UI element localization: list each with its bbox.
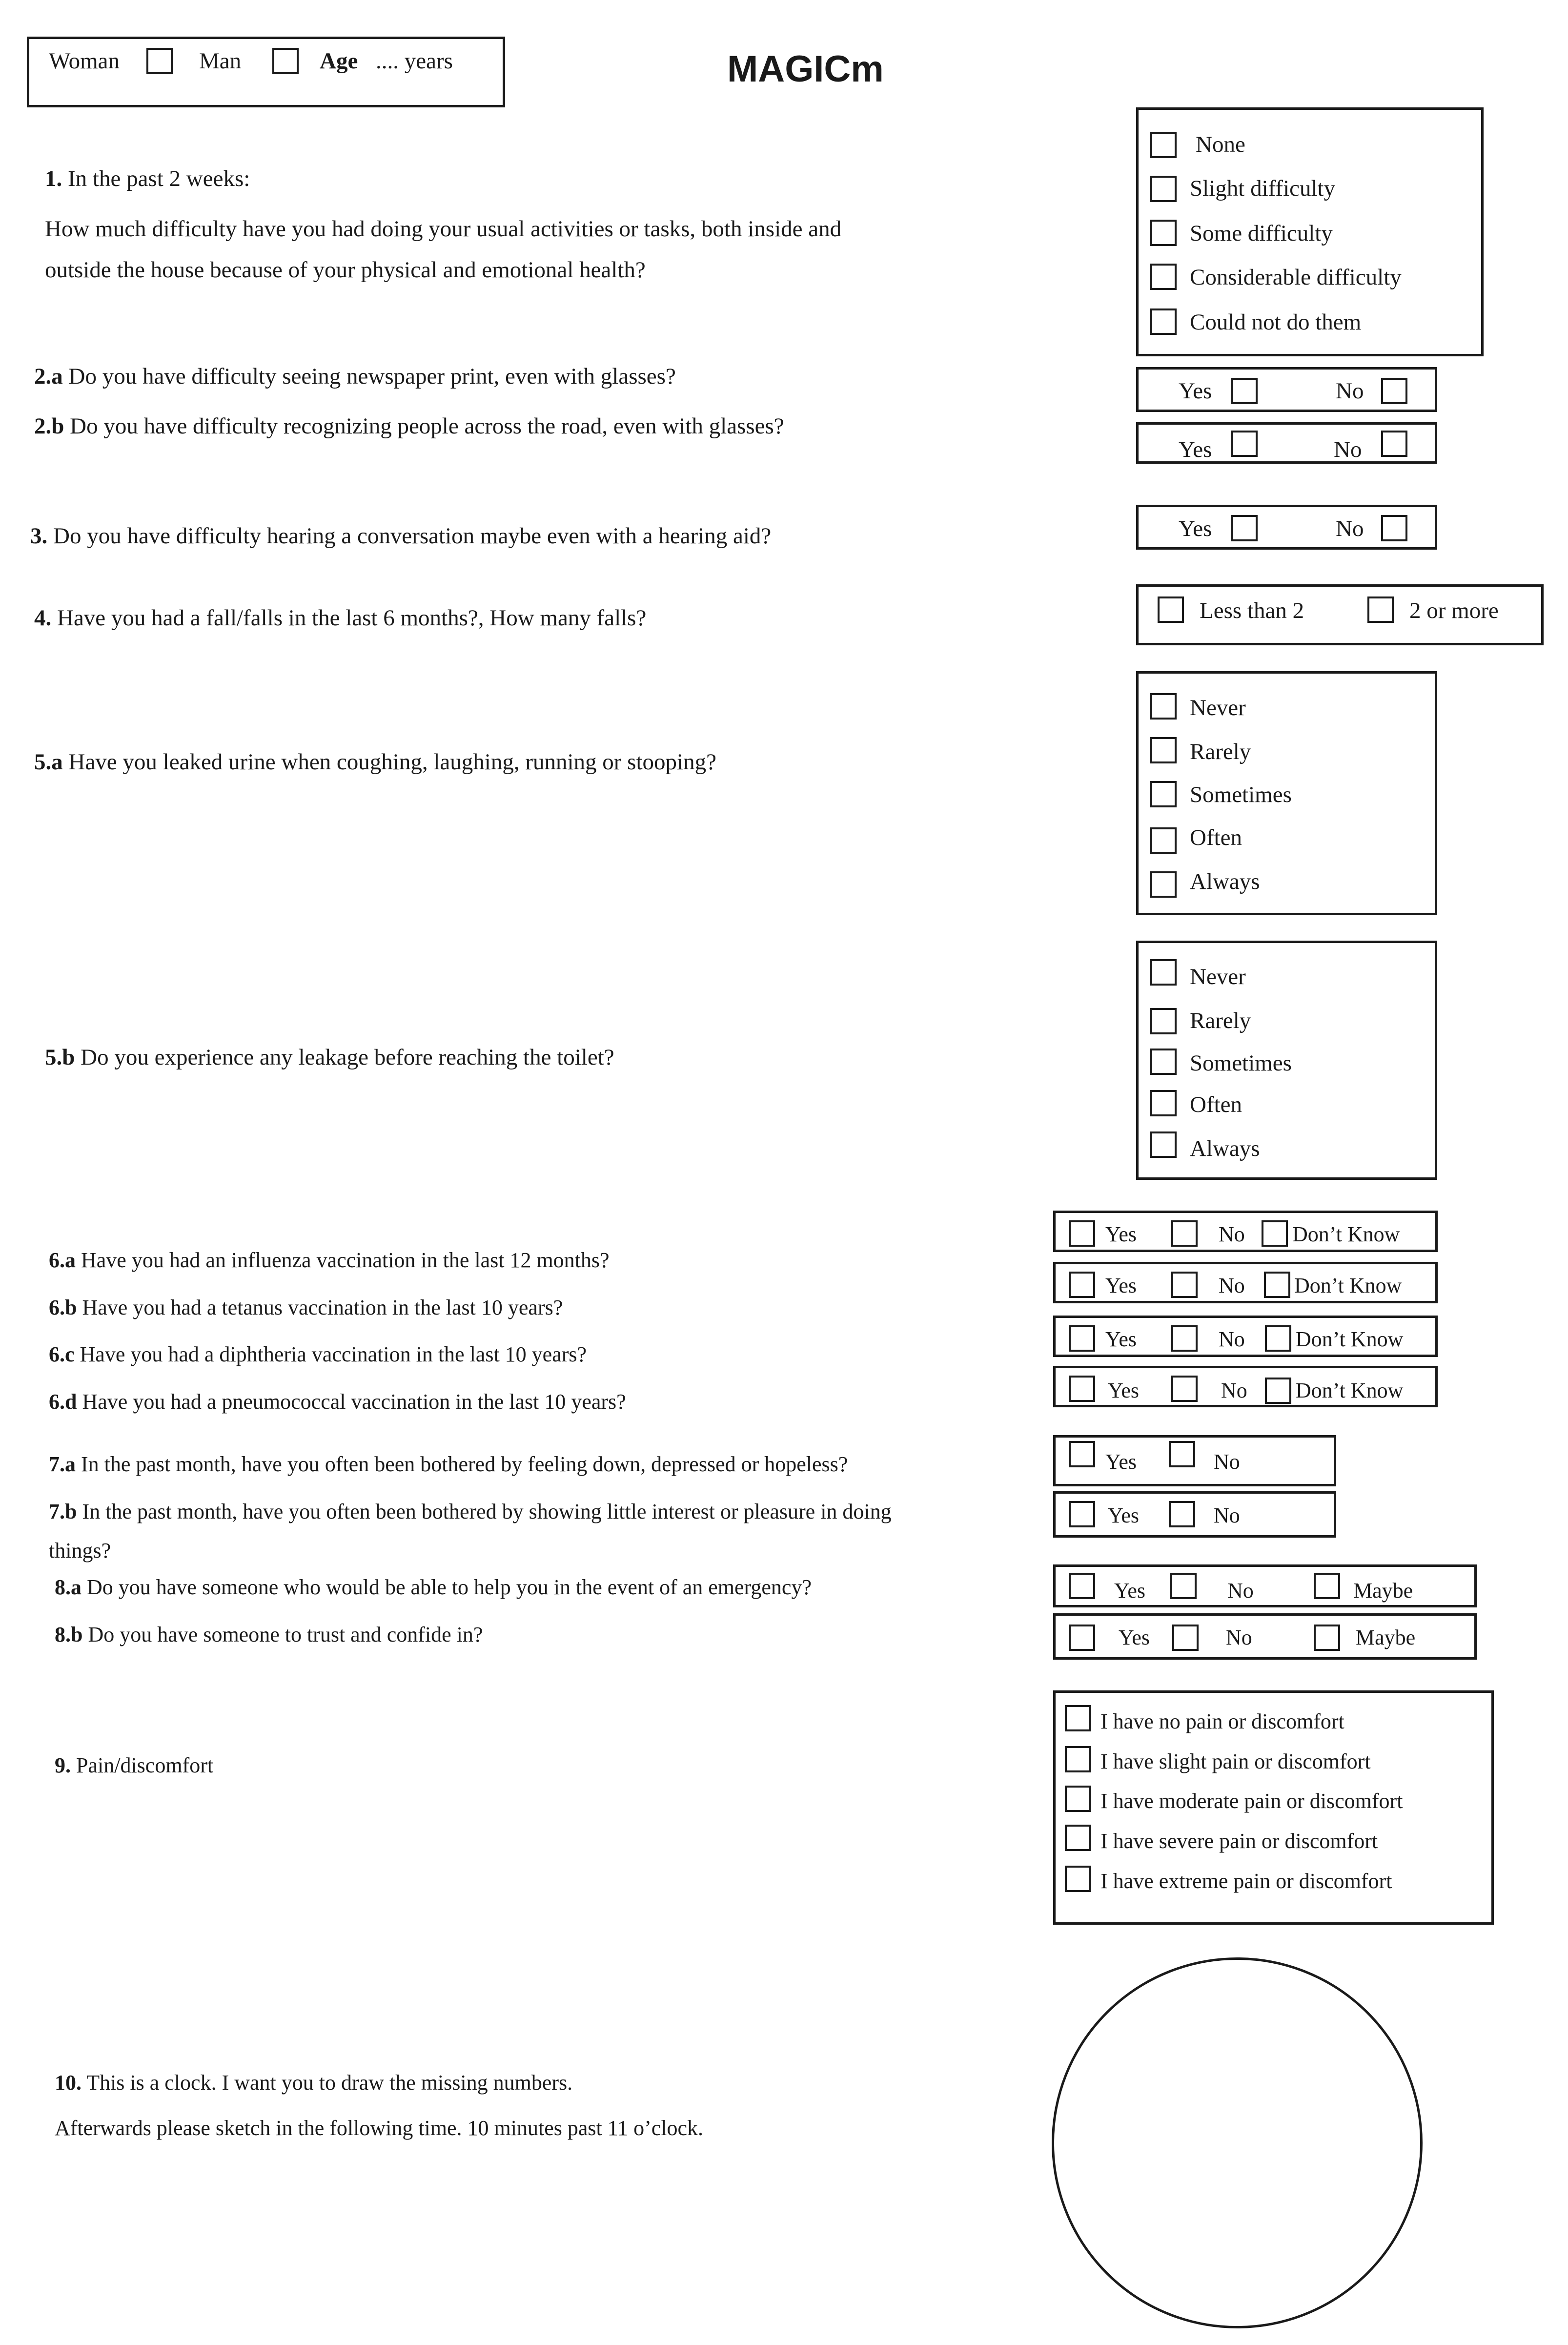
q1-line2: outside the house because of your physical and emotional health? xyxy=(45,257,646,283)
form-title: MAGICm xyxy=(727,48,884,90)
q6b-yes-checkbox[interactable] xyxy=(1069,1272,1095,1298)
q6d-dont-know-label: Don’t Know xyxy=(1296,1378,1404,1402)
q4-less-than-2-label: Less than 2 xyxy=(1200,598,1304,623)
q8a-yes-checkbox[interactable] xyxy=(1069,1573,1095,1599)
woman-checkbox[interactable] xyxy=(146,48,173,74)
q4-less-than-2-checkbox[interactable] xyxy=(1158,597,1184,623)
q5b-option-label: Always xyxy=(1190,1136,1260,1161)
q1-could-not-checkbox[interactable] xyxy=(1150,309,1177,335)
q3-yes-checkbox[interactable] xyxy=(1231,515,1258,541)
q9-option-label: I have extreme pain or discomfort xyxy=(1100,1869,1392,1893)
man-checkbox[interactable] xyxy=(272,48,299,74)
q5b-option-label: Often xyxy=(1190,1092,1242,1117)
q5b-always-checkbox[interactable] xyxy=(1150,1131,1177,1158)
q2b-yes-checkbox[interactable] xyxy=(1231,431,1258,457)
q5b-text: 5.b Do you experience any leakage before reaching the toilet? xyxy=(45,1045,614,1070)
q5a-always-checkbox[interactable] xyxy=(1150,871,1177,898)
q5a-text: 5.a Have you leaked urine when coughing, laughing, running or stooping? xyxy=(34,749,716,775)
q5b-rarely-checkbox[interactable] xyxy=(1150,1008,1177,1034)
q8a-no-label: No xyxy=(1227,1579,1254,1603)
q5b-option-label: Sometimes xyxy=(1190,1050,1292,1076)
q9-text: 9. Pain/discomfort xyxy=(55,1753,214,1777)
q8b-maybe-label: Maybe xyxy=(1356,1625,1416,1649)
q6b-no-label: No xyxy=(1219,1274,1245,1297)
q1-option-label: Some difficulty xyxy=(1190,221,1333,246)
q6a-no-label: No xyxy=(1219,1222,1245,1246)
q8b-maybe-checkbox[interactable] xyxy=(1314,1625,1340,1651)
q1-option-label: Could not do them xyxy=(1190,309,1362,335)
q8a-no-checkbox[interactable] xyxy=(1170,1573,1197,1599)
q6c-dont-know-checkbox[interactable] xyxy=(1265,1325,1291,1352)
q6c-dont-know-label: Don’t Know xyxy=(1296,1327,1404,1351)
q9-moderate-pain-checkbox[interactable] xyxy=(1065,1786,1091,1812)
q6d-no-checkbox[interactable] xyxy=(1171,1376,1198,1402)
q6a-yes-label: Yes xyxy=(1105,1222,1137,1246)
q3-yes-label: Yes xyxy=(1179,516,1212,541)
q2b-yes-label: Yes xyxy=(1179,437,1212,462)
q4-2-or-more-label: 2 or more xyxy=(1409,598,1499,623)
q5b-often-checkbox[interactable] xyxy=(1150,1090,1177,1116)
q4-2-or-more-checkbox[interactable] xyxy=(1367,597,1394,623)
q5a-never-checkbox[interactable] xyxy=(1150,693,1177,720)
q9-no-pain-checkbox[interactable] xyxy=(1065,1705,1091,1731)
q5a-option-label: Always xyxy=(1190,869,1260,894)
q6a-no-checkbox[interactable] xyxy=(1171,1220,1198,1247)
q7a-yes-checkbox[interactable] xyxy=(1069,1441,1095,1467)
q7b-no-label: No xyxy=(1214,1503,1240,1527)
q5a-option-label: Rarely xyxy=(1190,739,1251,764)
q8b-text: 8.b Do you have someone to trust and confide in? xyxy=(55,1623,483,1646)
q6d-dont-know-checkbox[interactable] xyxy=(1265,1378,1291,1404)
q5a-often-checkbox[interactable] xyxy=(1150,827,1177,854)
q8a-maybe-label: Maybe xyxy=(1353,1579,1413,1603)
q2a-text: 2.a Do you have difficulty seeing newspaper print, even with glasses? xyxy=(34,364,676,389)
q3-no-label: No xyxy=(1336,516,1364,541)
q6a-dont-know-label: Don’t Know xyxy=(1292,1222,1400,1246)
q9-option-label: I have no pain or discomfort xyxy=(1100,1709,1344,1733)
q6b-no-checkbox[interactable] xyxy=(1171,1272,1198,1298)
q8b-yes-checkbox[interactable] xyxy=(1069,1625,1095,1651)
man-label: Man xyxy=(199,48,242,74)
q6a-dont-know-checkbox[interactable] xyxy=(1262,1220,1288,1247)
q9-option-label: I have moderate pain or discomfort xyxy=(1100,1789,1403,1813)
q6d-yes-label: Yes xyxy=(1108,1378,1140,1402)
q7b-no-checkbox[interactable] xyxy=(1169,1501,1195,1527)
q6b-dont-know-label: Don’t Know xyxy=(1294,1274,1402,1297)
q1-considerable-checkbox[interactable] xyxy=(1150,264,1177,290)
q6c-text: 6.c Have you had a diphtheria vaccination in the last 10 years? xyxy=(49,1342,587,1366)
q5a-option-label: Often xyxy=(1190,825,1242,850)
q2b-text: 2.b Do you have difficulty recognizing people across the road, even with glasses? xyxy=(34,413,784,439)
q5a-option-label: Never xyxy=(1190,695,1246,720)
q9-option-label: I have severe pain or discomfort xyxy=(1100,1829,1378,1853)
q7a-yes-label: Yes xyxy=(1105,1450,1137,1474)
q1-slight-checkbox[interactable] xyxy=(1150,176,1177,202)
q6c-no-checkbox[interactable] xyxy=(1171,1325,1198,1352)
q8b-no-label: No xyxy=(1226,1625,1252,1649)
q5b-option-label: Rarely xyxy=(1190,1008,1251,1033)
q5b-never-checkbox[interactable] xyxy=(1150,959,1177,986)
q8b-yes-label: Yes xyxy=(1119,1625,1150,1649)
q8a-text: 8.a Do you have someone who would be able to help you in the event of an emergency? xyxy=(55,1575,812,1599)
q1-intro: 1. In the past 2 weeks: xyxy=(45,166,250,191)
q6c-no-label: No xyxy=(1219,1327,1245,1351)
q2a-yes-label: Yes xyxy=(1179,378,1212,404)
q1-option-label: None xyxy=(1196,132,1245,157)
q1-some-checkbox[interactable] xyxy=(1150,220,1177,246)
age-label: Age xyxy=(320,48,358,74)
q4-text: 4. Have you had a fall/falls in the last 6 months?, How many falls? xyxy=(34,605,647,631)
q5a-option-label: Sometimes xyxy=(1190,782,1292,807)
q1-none-checkbox[interactable] xyxy=(1150,132,1177,158)
q9-option-label: I have slight pain or discomfort xyxy=(1100,1749,1371,1773)
clock-drawing-area[interactable] xyxy=(1052,1957,1423,2328)
q2a-no-checkbox[interactable] xyxy=(1381,378,1407,404)
q6a-yes-checkbox[interactable] xyxy=(1069,1220,1095,1247)
q6b-text: 6.b Have you had a tetanus vaccination in the last 10 years? xyxy=(49,1296,563,1319)
q2b-no-label: No xyxy=(1334,437,1362,462)
q7a-no-label: No xyxy=(1214,1450,1240,1474)
q7a-text: 7.a In the past month, have you often been bothered by feeling down, depressed or hopeless? xyxy=(49,1452,848,1476)
q6b-yes-label: Yes xyxy=(1105,1274,1137,1297)
q7b-text: 7.b In the past month, have you often been bothered by showing little interest or pleasure in doing xyxy=(49,1500,892,1523)
q2b-no-checkbox[interactable] xyxy=(1381,431,1407,457)
q6c-yes-label: Yes xyxy=(1105,1327,1137,1351)
q7b-yes-label: Yes xyxy=(1108,1503,1140,1527)
q8a-maybe-checkbox[interactable] xyxy=(1314,1573,1340,1599)
q8a-yes-label: Yes xyxy=(1114,1579,1146,1603)
q10-text-continued: Afterwards please sketch in the following time. 10 minutes past 11 o’clock. xyxy=(55,2116,704,2140)
age-years-field[interactable]: .... years xyxy=(376,48,453,74)
q3-no-checkbox[interactable] xyxy=(1381,515,1407,541)
q9-slight-pain-checkbox[interactable] xyxy=(1065,1746,1091,1772)
q7b-yes-checkbox[interactable] xyxy=(1069,1501,1095,1527)
q1-option-label: Considerable difficulty xyxy=(1190,265,1402,290)
q8b-no-checkbox[interactable] xyxy=(1172,1625,1199,1651)
q5b-option-label: Never xyxy=(1190,964,1246,989)
q5a-rarely-checkbox[interactable] xyxy=(1150,737,1177,763)
q6a-text: 6.a Have you had an influenza vaccination in the last 12 months? xyxy=(49,1248,610,1272)
q6d-no-label: No xyxy=(1221,1378,1247,1402)
q9-severe-pain-checkbox[interactable] xyxy=(1065,1825,1091,1851)
q1-line1: How much difficulty have you had doing your usual activities or tasks, both inside and xyxy=(45,216,842,242)
q10-text: 10. This is a clock. I want you to draw the missing numbers. xyxy=(55,2071,573,2095)
q7b-text-continued: things? xyxy=(49,1539,111,1563)
q7a-no-checkbox[interactable] xyxy=(1169,1441,1195,1467)
q6c-yes-checkbox[interactable] xyxy=(1069,1325,1095,1352)
q6d-yes-checkbox[interactable] xyxy=(1069,1376,1095,1402)
q5b-sometimes-checkbox[interactable] xyxy=(1150,1049,1177,1075)
q2a-yes-checkbox[interactable] xyxy=(1231,378,1258,404)
q3-text: 3. Do you have difficulty hearing a conversation maybe even with a hearing aid? xyxy=(30,523,772,549)
q6d-text: 6.d Have you had a pneumococcal vaccination in the last 10 years? xyxy=(49,1390,626,1414)
q1-option-label: Slight difficulty xyxy=(1190,176,1336,201)
woman-label: Woman xyxy=(49,48,120,74)
q9-extreme-pain-checkbox[interactable] xyxy=(1065,1866,1091,1892)
q6b-dont-know-checkbox[interactable] xyxy=(1264,1272,1290,1298)
q2a-no-label: No xyxy=(1336,378,1364,404)
q5a-sometimes-checkbox[interactable] xyxy=(1150,781,1177,807)
